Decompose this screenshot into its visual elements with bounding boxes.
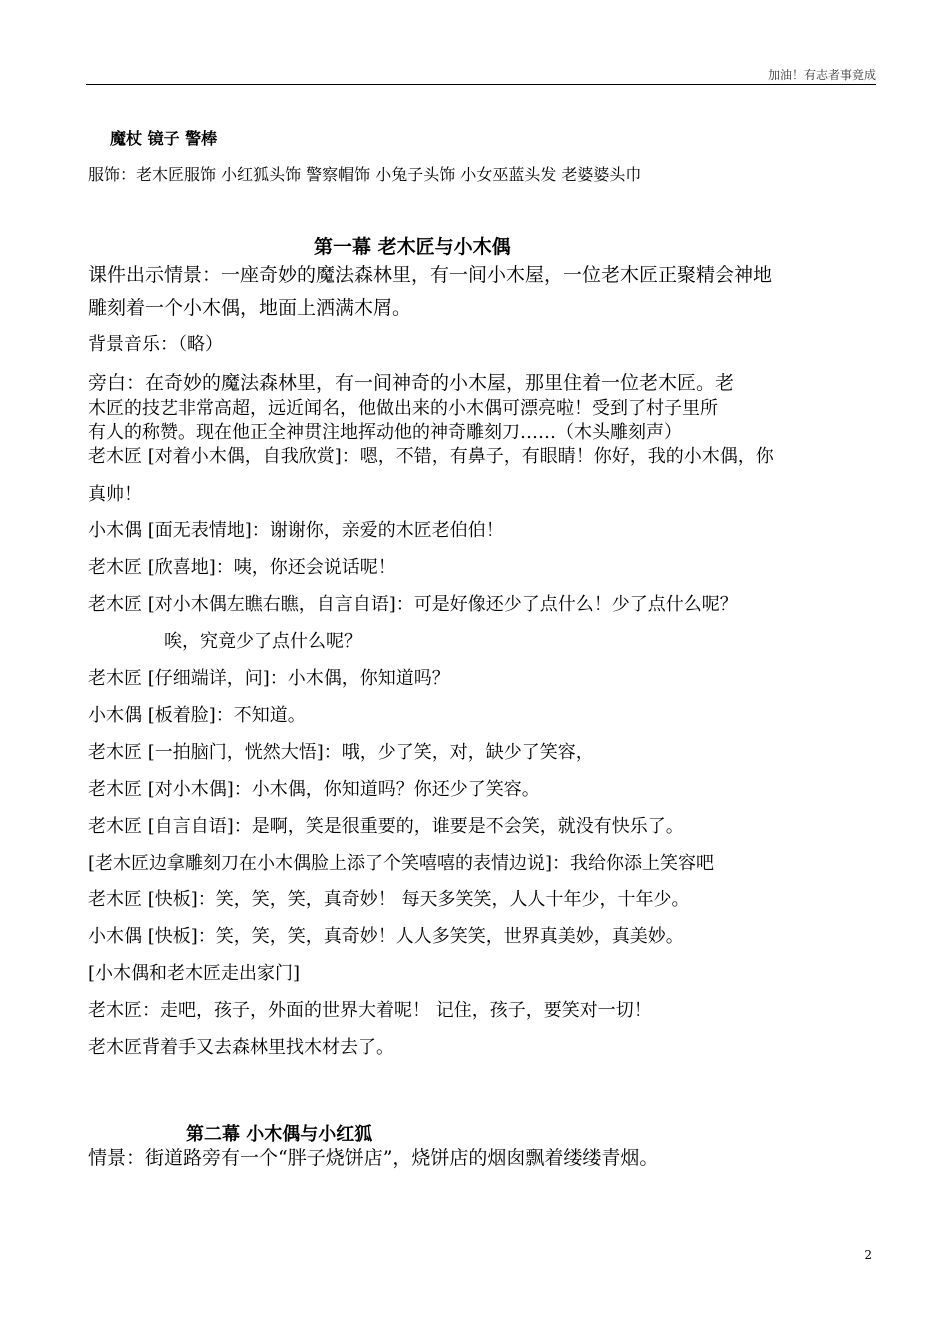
props-line: 魔杖 镜子 警棒 — [110, 129, 218, 148]
dialogue-line: 小木偶 [快板]：笑，笑，笑，真奇妙！人人多笑笑，世界真美妙，真美妙。 — [88, 926, 684, 947]
dialogue-line: 真帅！ — [88, 484, 142, 505]
narration-line3: 有人的称赞。现在他正全神贯注地挥动他的神奇雕刻刀……（木头雕刻声） — [88, 422, 682, 443]
act2-scene: 情景：街道路旁有一个“胖子烧饼店”，烧饼店的烟囱飘着缕缕青烟。 — [88, 1147, 659, 1169]
dialogue-line: 老木匠 [对小木偶]：小木偶，你知道吗？你还少了笑容。 — [88, 779, 540, 800]
act1-scene-line2: 雕刻着一个小木偶，地面上洒满木屑。 — [88, 297, 412, 319]
dialogue-line: 小木偶 [面无表情地]：谢谢你，亲爱的木匠老伯伯！ — [88, 520, 504, 541]
stage-direction: [小木偶和老木匠走出家门] — [88, 963, 301, 984]
costumes-line: 服饰：老木匠服饰 小红狐头饰 警察帽饰 小兔子头饰 小女巫蓝头发 老婆婆头巾 — [88, 165, 642, 184]
act1-title: 第一幕 老木匠与小木偶 — [314, 236, 511, 258]
dialogue-line: 老木匠 [对着小木偶，自我欣赏]：嗯，不错，有鼻子，有眼睛！你好，我的小木偶，你 — [88, 446, 774, 467]
dialogue-line: 老木匠 [一拍脑门，恍然大悟]：哦，少了笑，对，缺少了笑容， — [88, 742, 594, 763]
dialogue-line: 老木匠 [对小木偶左瞧右瞧，自言自语]：可是好像还少了点什么！少了点什么呢？ — [88, 594, 738, 615]
narration-end: 老木匠背着手又去森林里找木材去了。 — [88, 1037, 394, 1058]
page-header — [86, 62, 876, 85]
dialogue-line: 唉，究竟少了点什么呢？ — [164, 631, 362, 652]
act2-title: 第二幕 小木偶与小红狐 — [186, 1124, 373, 1145]
narration-line2: 木匠的技艺非常高超，远近闻名，他做出来的小木偶可漂亮啦！受到了村子里所 — [88, 398, 718, 419]
dialogue-line: 小木偶 [板着脸]：不知道。 — [88, 705, 306, 726]
stage-direction: [老木匠边拿雕刻刀在小木偶脸上添了个笑嘻嘻的表情边说]：我给你添上笑容吧 — [88, 853, 715, 874]
act1-music: 背景音乐：（略） — [88, 334, 223, 355]
dialogue-line: 老木匠 [仔细端详，问]：小木偶，你知道吗？ — [88, 668, 450, 689]
page-number: 2 — [864, 1248, 872, 1262]
narration-line1: 旁白：在奇妙的魔法森林里，有一间神奇的小木屋，那里住着一位老木匠。老 — [88, 372, 735, 394]
dialogue-line: 老木匠 [快板]：笑，笑，笑，真奇妙！ 每天多笑笑，人人十年少，十年少。 — [88, 889, 690, 910]
dialogue-line: 老木匠 [欣喜地]：咦，你还会说话呢！ — [88, 557, 396, 578]
dialogue-line: 老木匠 [自言自语]：是啊，笑是很重要的，谁要是不会笑，就没有快乐了。 — [88, 816, 684, 837]
act1-scene-line1: 课件出示情景：一座奇妙的魔法森林里，有一间小木屋，一位老木匠正聚精会神地 — [88, 264, 773, 286]
dialogue-line: 老木匠：走吧，孩子，外面的世界大着呢！ 记住，孩子，要笑对一切！ — [88, 1000, 652, 1021]
header-motto: 加油！有志者事竟成 — [767, 68, 876, 82]
